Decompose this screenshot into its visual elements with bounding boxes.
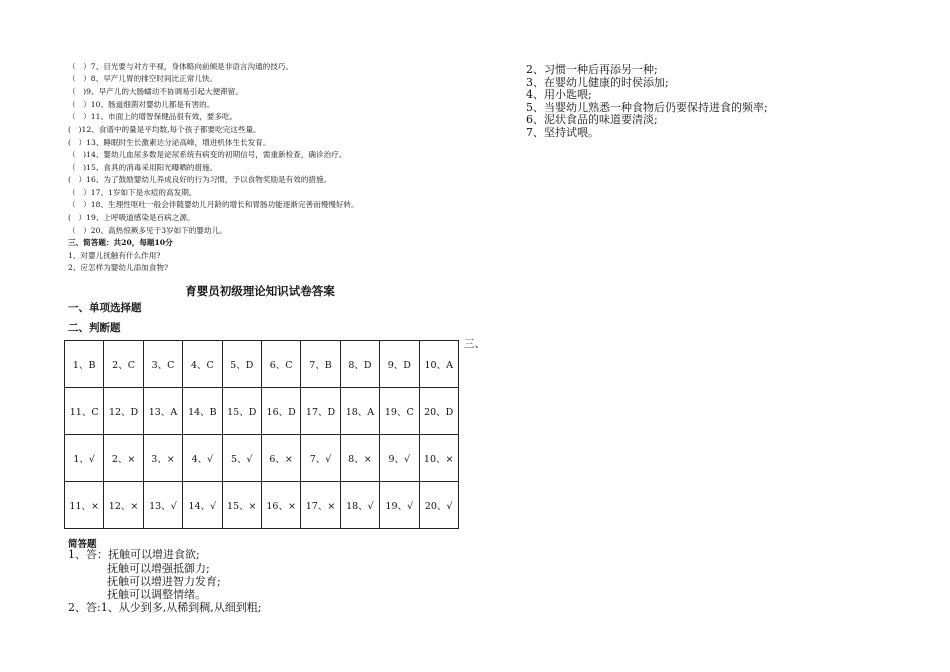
answer-section-2: 二、判断题 — [68, 322, 121, 334]
section3-item-2: 2、应怎样为婴幼儿添加食物? — [68, 263, 169, 272]
answer-cell: 3、C — [143, 341, 182, 388]
right-line: 7、坚持试喂。 — [526, 125, 599, 139]
answer-cell: 14、B — [183, 388, 222, 435]
right-line: 6、泥状食品的味道要清淡; — [526, 113, 658, 127]
answer-cell: 2、C — [104, 341, 143, 388]
answer-cell: 7、B — [301, 341, 340, 388]
answer-cell: 8、D — [340, 341, 379, 388]
answer-cell: 12、D — [104, 388, 143, 435]
section3-item-1: 1、对婴儿抚触有什么作用? — [68, 251, 161, 260]
answer-cell: 3、× — [143, 435, 182, 482]
answer-cell: 2、× — [104, 435, 143, 482]
answer-cell: 20、D — [419, 388, 458, 435]
question-10: （ ）10、肠道细菌对婴幼儿都是有害的。 — [68, 100, 215, 109]
answer-cell: 6、× — [261, 435, 300, 482]
answer-cell: 5、D — [222, 341, 261, 388]
answer-cell: 12、× — [104, 482, 143, 529]
answer-cell: 15、D — [222, 388, 261, 435]
answer-section-1: 一、单项选择题 — [68, 302, 142, 314]
answer-cell: 14、√ — [183, 482, 222, 529]
answer-cell: 8、× — [340, 435, 379, 482]
table-row — [65, 341, 459, 388]
answer-title: 育婴员初级理论知识试卷答案 — [185, 284, 335, 298]
question-19: ( ）19、上呼吸道感染是百病之源。 — [68, 213, 195, 222]
answer-1-line: 抚触可以增进智力发育; — [107, 575, 221, 588]
question-8: （ ）8、早产儿胃的排空时间比正常儿快。 — [68, 74, 218, 83]
answer-cell: 11、× — [65, 482, 104, 529]
table-row — [65, 388, 459, 435]
answer-cell: 1、B — [65, 341, 104, 388]
answer-cell: 13、A — [143, 388, 182, 435]
right-line: 5、当婴幼儿熟悉一种食物后仍要保持进食的频率; — [526, 100, 768, 114]
answer-cell: 17、D — [301, 388, 340, 435]
answer-cell: 4、√ — [183, 435, 222, 482]
answer-1-line: 抚触可以调整情绪。 — [107, 588, 206, 601]
question-17: （ ）17、1岁如下是水痘的高发期。 — [68, 188, 197, 197]
answer-cell: 9、√ — [380, 435, 419, 482]
answer-cell: 11、C — [65, 388, 104, 435]
answer-cell: 20、√ — [419, 482, 458, 529]
answer-cell: 10、× — [419, 435, 458, 482]
answer-cell: 16、× — [261, 482, 300, 529]
answer-cell: 16、D — [261, 388, 300, 435]
answer-cell: 15、× — [222, 482, 261, 529]
answer-table — [64, 340, 459, 529]
question-13: ( ）13、睡眠时生长激素达分泌高峰，增进机体生长发育。 — [68, 138, 271, 147]
question-20: （ ）20、高热惊厥多见于3岁如下的婴幼儿。 — [68, 226, 227, 235]
answer-section-3: 三、 — [464, 338, 485, 350]
question-7: （ ）7、目光要与对方平视，身体略向前倾是非语言沟通的技巧。 — [68, 62, 294, 71]
right-column — [526, 64, 768, 140]
answer-cell: 17、× — [301, 482, 340, 529]
answer-cell: 9、D — [380, 341, 419, 388]
answer-cell: 10、A — [419, 341, 458, 388]
answer-cell: 6、C — [261, 341, 300, 388]
right-line: 3、在婴幼儿健康的时侯添加; — [526, 75, 669, 89]
right-line: 2、习惯一种后再添另一种; — [526, 63, 658, 76]
answer-cell: 18、√ — [340, 482, 379, 529]
question-12: ( )12、食谱中的量是平均数,每个孩子都要吃完这些量。 — [68, 125, 261, 134]
answer-cell: 4、C — [183, 341, 222, 388]
answer-1-label: 1、答：抚触可以增进食欲; — [68, 548, 200, 561]
table-row — [65, 435, 459, 482]
answer-cell: 13、√ — [143, 482, 182, 529]
short-answer-heading: 简答题 — [68, 539, 97, 550]
question-15: （ )15、食具的消毒采用阳光曝晒的措施。 — [68, 163, 218, 172]
answer-2-label: 2、答:1、从少到多,从稀到稠,从细到粗; — [68, 601, 262, 614]
question-18: （ ）18、生理性呕吐一般会伴随婴幼儿月龄的增长和胃肠功能逐渐完善而慢慢好转。 — [68, 200, 359, 209]
answer-cell: 18、A — [340, 388, 379, 435]
answer-1-line: 抚触可以增强抵御力; — [107, 562, 210, 575]
question-14: （ )14、婴幼儿血尿多数是泌尿系统有病变的初期信号，需重新检查，确诊治疗。 — [68, 150, 347, 159]
answer-cell: 5、√ — [222, 435, 261, 482]
question-16: ( ）16、为了鼓励婴幼儿养成良好的行为习惯，予以食物奖励是有效的措施。 — [68, 175, 332, 184]
answer-cell: 1、√ — [65, 435, 104, 482]
question-9: （ )9、早产儿的大肠蠕动不协调易引起大便滞留。 — [68, 87, 243, 96]
section3-heading: 三、简答题：共20，每题10分 — [68, 238, 173, 247]
answer-cell: 19、√ — [380, 482, 419, 529]
answer-cell: 19、C — [380, 388, 419, 435]
table-row — [65, 482, 459, 529]
answer-cell: 7、√ — [301, 435, 340, 482]
right-line: 4、用小匙喂; — [526, 88, 592, 102]
question-11: （ ）11、市面上的增智保健品很有效，要多吃。 — [68, 112, 238, 121]
